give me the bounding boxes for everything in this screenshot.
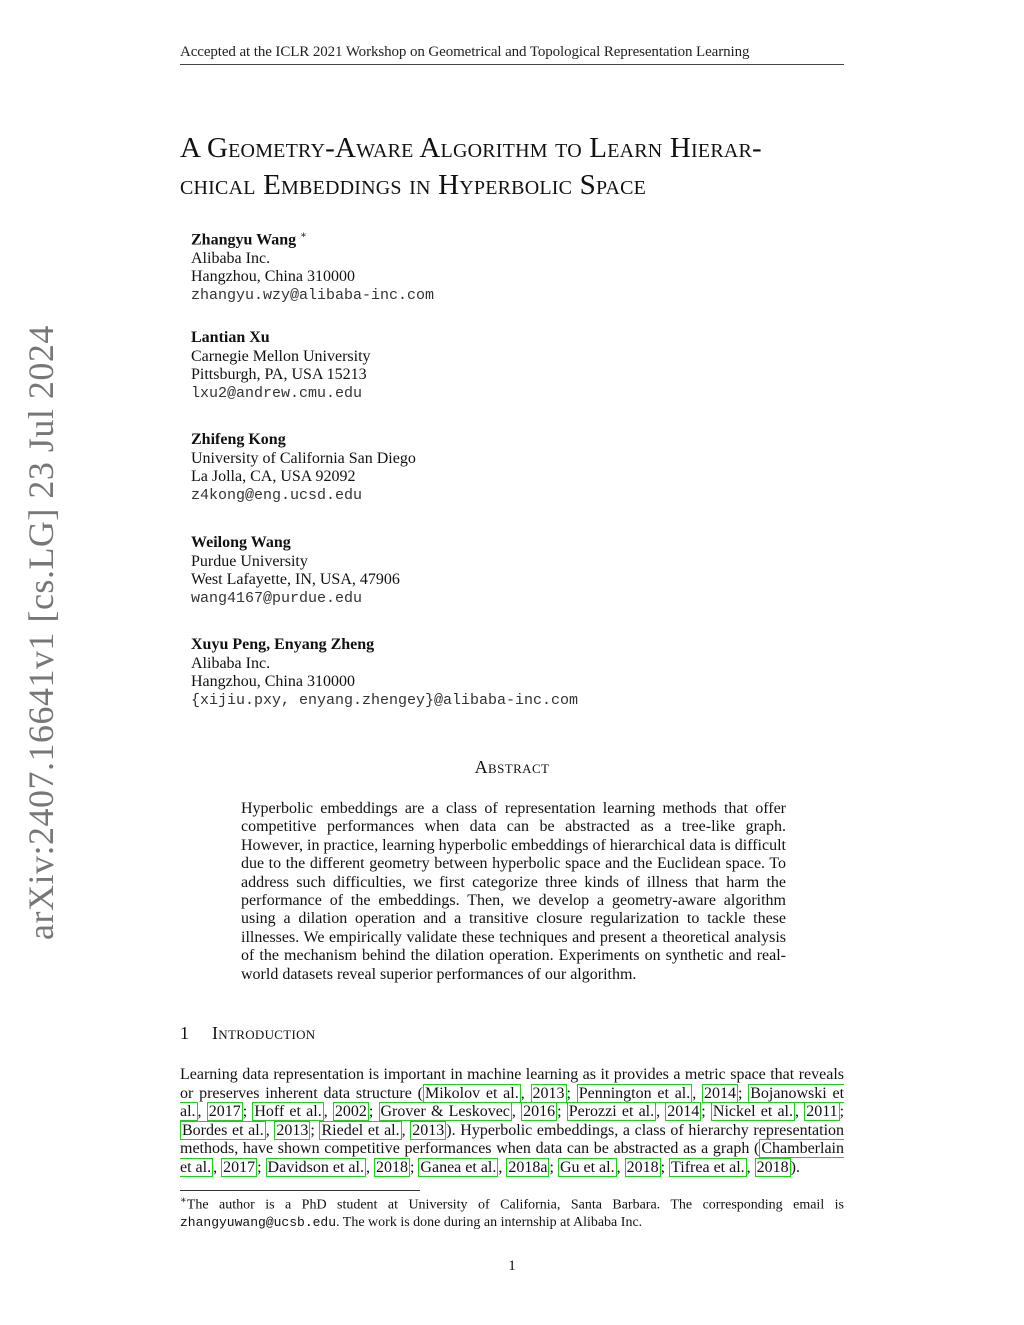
citation-year-link[interactable]: 2018a	[508, 1158, 548, 1176]
footnote-mark: ∗	[180, 1195, 187, 1206]
author-block-5	[191, 636, 791, 710]
intro-text: ;	[660, 1158, 670, 1176]
intro-text: ,	[401, 1121, 411, 1139]
author-footnote-mark[interactable]: ∗	[300, 230, 307, 241]
author-location: Pittsburgh, PA, USA 15213	[191, 366, 367, 383]
intro-text: ,	[692, 1084, 703, 1102]
citation-year-link[interactable]: 2013	[276, 1121, 309, 1139]
citation-year-link[interactable]: 2016	[523, 1103, 556, 1121]
citation-year-link[interactable]: 2011	[806, 1103, 838, 1121]
footnote-rule	[180, 1190, 420, 1191]
author-block-2	[191, 329, 791, 403]
intro-text: ,	[213, 1158, 222, 1176]
abstract-heading: Abstract	[474, 757, 550, 777]
page-number: 1	[508, 1258, 516, 1274]
intro-text: ;	[368, 1103, 379, 1121]
citation-year-link[interactable]: 2002	[334, 1103, 367, 1121]
citation-link[interactable]: Nickel et al.	[712, 1103, 794, 1121]
author-email[interactable]: wang4167@purdue.edu	[191, 589, 363, 607]
intro-text: ,	[795, 1103, 805, 1121]
footnote	[180, 1192, 844, 1231]
author-email[interactable]: z4kong@eng.ucsd.edu	[191, 486, 363, 504]
abstract-text: Hyperbolic embeddings are a class of representation learning methods that offer competitive performances when data can be abstracted as a tree-like graph. However, in practice, learning hyperbolic embeddings of hierarchical data is difficult due to the different geometry between hyperbolic space and the Euclidean space. To address such difficulties, we first categorize three kinds of illness that harm the performance of the embeddings. Then, we develop a geometry-aware algorithm using a dilation operation and a transitive closure regularization to tackle these illnesses. We empirically validate these techniques and present a theoretical analysis of the mechanism behind the dilation operation. Experiments on synthetic and real-world datasets reveal superior performances of our algorithm.	[241, 800, 786, 983]
citation-link[interactable]: Tifrea et al.	[671, 1158, 745, 1176]
author-block-3	[191, 431, 791, 505]
intro-text: ,	[520, 1084, 531, 1102]
intro-text: ,	[323, 1103, 333, 1121]
intro-text: ). Hyperbolic embeddings, a class of hierarchy representation methods, have shown competitive performances when data can be abstracted as a graph (	[180, 1121, 845, 1158]
citation-year-link[interactable]: 2014	[667, 1103, 700, 1121]
intro-text: ,	[265, 1121, 275, 1139]
author-block-1	[191, 227, 791, 305]
citation-link[interactable]: Davidson et al.	[267, 1158, 364, 1176]
intro-text: Learning data representation is important in machine learning as it provides a metric space that reveals or preserves inherent data structure (	[180, 1066, 844, 1102]
section-heading	[180, 1023, 315, 1044]
intro-text: ;	[557, 1103, 567, 1121]
author-affiliation: University of California San Diego	[191, 449, 416, 467]
author-name: Zhifeng Kong	[191, 431, 286, 448]
citation-link[interactable]: Perozzi et al.	[568, 1103, 655, 1121]
citation-year-link[interactable]: 2018	[375, 1158, 408, 1176]
author-affiliation: Alibaba Inc.	[191, 249, 271, 267]
citation-link[interactable]: Chamberlain et al.	[180, 1140, 844, 1176]
intro-text: ;	[549, 1158, 558, 1176]
intro-text: ;	[242, 1103, 253, 1121]
footnote-email[interactable]: zhangyuwang@ucsb.edu	[180, 1214, 337, 1230]
citation-year-link[interactable]: 2017	[223, 1158, 256, 1176]
intro-text: ;	[839, 1103, 845, 1121]
citation-link[interactable]: Grover & Leskovec	[380, 1103, 510, 1121]
running-header: Accepted at the ICLR 2021 Workshop on Geometrical and Topological Representation Learning	[180, 44, 844, 65]
citation-year-link[interactable]: 2018	[756, 1158, 789, 1176]
citation-link[interactable]: Gu et al.	[559, 1158, 615, 1176]
citation-link[interactable]: Hoff et al.	[254, 1103, 322, 1121]
citation-year-link[interactable]: 2013	[412, 1121, 445, 1139]
author-name: Zhangyu Wang	[191, 231, 297, 249]
intro-text: ,	[197, 1103, 207, 1121]
author-name: Weilong Wang	[191, 534, 291, 551]
citation-link[interactable]: Ganea et al.	[420, 1158, 497, 1176]
intro-text: ,	[498, 1158, 507, 1176]
footnote-text: The author is a PhD student at University of California, Santa Barbara. The corresponding email is	[186, 1197, 844, 1213]
author-email[interactable]: zhangyu.wzy@alibaba-inc.com	[191, 286, 435, 304]
author-location: Hangzhou, China 310000	[191, 268, 355, 286]
section-number: 1	[180, 1023, 190, 1043]
intro-text: ,	[746, 1158, 755, 1176]
intro-text: ,	[365, 1158, 374, 1176]
citation-year-link[interactable]: 2018	[626, 1158, 659, 1176]
intro-text: ,	[656, 1103, 666, 1121]
citation-year-link[interactable]: 2013	[532, 1084, 565, 1102]
intro-text: ;	[409, 1158, 419, 1176]
author-email[interactable]: {xijiu.pxy, enyang.zhengey}@alibaba-inc.com	[191, 691, 579, 709]
introduction-paragraph	[180, 1066, 844, 1178]
citation-link[interactable]: Riedel et al.	[321, 1121, 400, 1139]
intro-text: ;	[701, 1103, 711, 1121]
citation-year-link[interactable]: 2017	[208, 1103, 241, 1121]
author-affiliation: Purdue University	[191, 552, 308, 570]
citation-link[interactable]: Mikolov et al.	[424, 1084, 519, 1102]
author-affiliation: Alibaba Inc.	[191, 654, 271, 672]
author-location: La Jolla, CA, USA 92092	[191, 468, 356, 485]
paper-title-line-2: chical Embeddings in Hyperbolic Space	[180, 169, 647, 201]
intro-text: ;	[738, 1084, 749, 1102]
citation-link[interactable]: Bojanowski et al.	[180, 1084, 845, 1121]
citation-link[interactable]: Bordes et al.	[182, 1121, 264, 1139]
author-email[interactable]: lxu2@andrew.cmu.edu	[191, 384, 363, 402]
author-name: Lantian Xu	[191, 329, 270, 346]
author-block-4	[191, 534, 791, 608]
intro-text: ).	[790, 1158, 800, 1176]
author-name: Xuyu Peng, Enyang Zheng	[191, 636, 375, 653]
paper-title	[180, 130, 860, 204]
author-affiliation: Carnegie Mellon University	[191, 347, 371, 365]
intro-text: ,	[511, 1103, 522, 1121]
intro-text: ;	[257, 1158, 266, 1176]
author-location: Hangzhou, China 310000	[191, 673, 355, 690]
author-location: West Lafayette, IN, USA, 47906	[191, 571, 400, 588]
section-title: Introduction	[212, 1023, 316, 1043]
intro-text: ,	[616, 1158, 625, 1176]
paper-title-line-1: A Geometry-Aware Algorithm to Learn Hierar-	[180, 132, 762, 164]
intro-text: ;	[310, 1121, 320, 1139]
intro-text: ;	[566, 1084, 577, 1102]
citation-year-link[interactable]: 2014	[704, 1084, 737, 1102]
citation-link[interactable]: Pennington et al.	[578, 1084, 691, 1102]
footnote-text: . The work is done during an internship at Alibaba Inc.	[336, 1214, 643, 1230]
arxiv-stamp[interactable]: arXiv:2407.16641v1 [cs.LG] 23 Jul 2024	[21, 325, 61, 940]
